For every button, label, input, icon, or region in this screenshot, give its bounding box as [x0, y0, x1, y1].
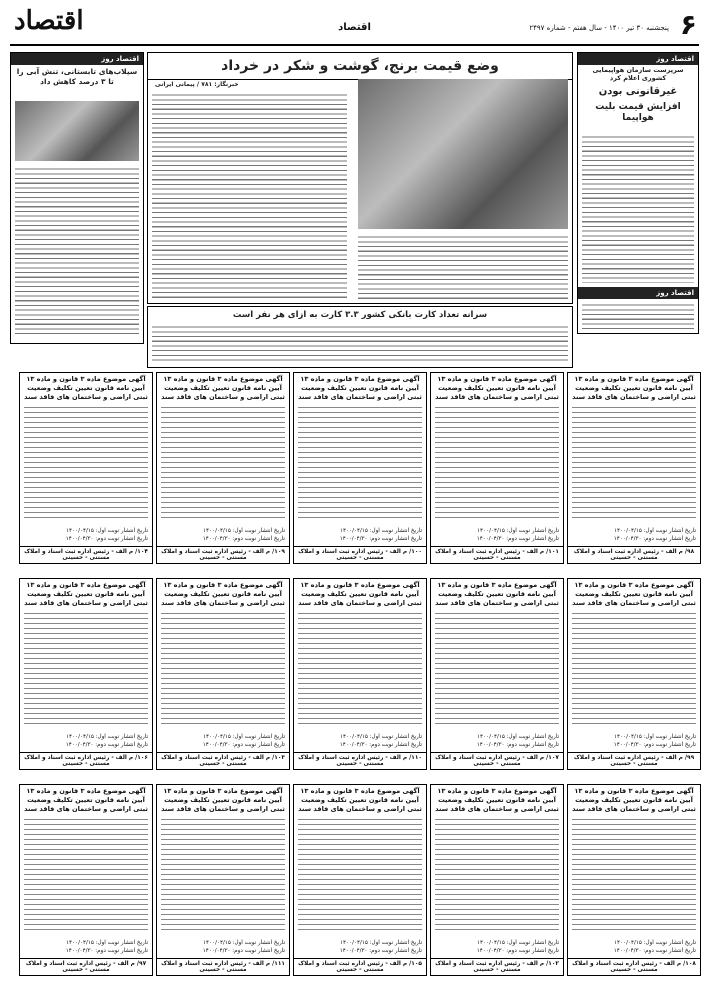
main-headline: وضع قیمت برنج، گوشت و شکر در خرداد	[148, 53, 572, 80]
notice-dates	[298, 734, 422, 749]
main-story	[147, 52, 573, 304]
main-byline: خبرنگار: ۷۸۱ / پیمانی ایرانی	[155, 81, 239, 88]
legal-notice	[293, 578, 427, 770]
notice-date-1: تاریخ انتشار نوبت اول: ۱۴۰۰/۰۴/۱۵	[203, 940, 285, 946]
notice-body	[298, 815, 422, 933]
page-number: ۶	[679, 8, 697, 41]
notice-date-1: تاریخ انتشار نوبت اول: ۱۴۰۰/۰۴/۱۵	[614, 734, 696, 740]
notice-body	[24, 815, 148, 933]
notice-dates	[572, 734, 696, 749]
notice-footer: ۱۱۱/ م الف - رئیس اداره ثبت اسناد و املاک مسننی - حسینی	[157, 958, 289, 973]
notice-dates	[24, 528, 148, 543]
notice-body	[24, 403, 148, 521]
notice-date-1: تاریخ انتشار نوبت اول: ۱۴۰۰/۰۴/۱۵	[203, 528, 285, 534]
bank-card-story	[147, 306, 573, 368]
left-story-headline: سیلاب‌های تابستانی، تنش آبی را تا ۳ درصد کاهش داد	[16, 67, 138, 86]
notice-dates	[298, 940, 422, 955]
notice-dates	[435, 734, 559, 749]
notice-footer: ۱۰۱/ م الف - رئیس اداره ثبت اسناد و املاک مسننی - حسینی	[431, 546, 563, 561]
notice-body	[161, 609, 285, 727]
right-story-headline-2: افزایش قیمت بلیت هواپیما	[595, 102, 681, 124]
notice-date-1: تاریخ انتشار نوبت اول: ۱۴۰۰/۰۴/۱۵	[66, 940, 148, 946]
notice-date-1: تاریخ انتشار نوبت اول: ۱۴۰۰/۰۴/۱۵	[340, 734, 422, 740]
notice-title: آگهی موضوع ماده ۳ قانون و ماده ۱۳ آیین نامه قانون تعیین تکلیف وضعیت ثبتی اراضی و ساختمان های فاقد سند	[435, 375, 559, 401]
notice-date-2: تاریخ انتشار نوبت دوم: ۱۴۰۰/۰۴/۳۰	[476, 535, 559, 542]
notice-footer: ۹۸/ م الف - رئیس اداره ثبت اسناد و املاک مسننی - حسینی	[568, 546, 700, 561]
legal-notice	[156, 784, 290, 976]
notice-footer: ۱۰۴/ م الف - رئیس اداره ثبت اسناد و املاک مسننی - حسینی	[20, 546, 152, 561]
notice-title: آگهی موضوع ماده ۳ قانون و ماده ۱۳ آیین نامه قانون تعیین تکلیف وضعیت ثبتی اراضی و ساختمان های فاقد سند	[24, 787, 148, 813]
notice-dates	[24, 940, 148, 955]
notice-date-1: تاریخ انتشار نوبت اول: ۱۴۰۰/۰۴/۱۵	[614, 528, 696, 534]
notice-date-2: تاریخ انتشار نوبت دوم: ۱۴۰۰/۰۴/۳۰	[65, 947, 148, 954]
section-title: اقتصاد	[338, 22, 371, 33]
notice-date-1: تاریخ انتشار نوبت اول: ۱۴۰۰/۰۴/۱۵	[66, 528, 148, 534]
dateline: پنجشنبه ۳۰ تیر ۱۴۰۰ - سال هفتم - شماره ۲۴۹۷	[529, 24, 669, 32]
market-photo	[358, 79, 568, 229]
notice-body	[24, 609, 148, 727]
notice-title: آگهی موضوع ماده ۳ قانون و ماده ۱۳ آیین نامه قانون تعیین تکلیف وضعیت ثبتی اراضی و ساختمان های فاقد سند	[298, 581, 422, 607]
notice-date-1: تاریخ انتشار نوبت اول: ۱۴۰۰/۰۴/۱۵	[477, 940, 559, 946]
legal-notice	[19, 784, 153, 976]
notice-dates	[24, 734, 148, 749]
notice-body	[572, 815, 696, 933]
notice-date-1: تاریخ انتشار نوبت اول: ۱۴۰۰/۰۴/۱۵	[477, 734, 559, 740]
main-body-right	[358, 233, 568, 299]
notice-footer: ۱۰۵/ م الف - رئیس اداره ثبت اسناد و املاک مسننی - حسینی	[294, 958, 426, 973]
notice-date-2: تاریخ انتشار نوبت دوم: ۱۴۰۰/۰۴/۳۰	[202, 741, 285, 748]
notice-date-2: تاریخ انتشار نوبت دوم: ۱۴۰۰/۰۴/۳۰	[339, 535, 422, 542]
notice-date-2: تاریخ انتشار نوبت دوم: ۱۴۰۰/۰۴/۳۰	[613, 535, 696, 542]
notice-date-2: تاریخ انتشار نوبت دوم: ۱۴۰۰/۰۴/۳۰	[65, 535, 148, 542]
right-story-headline-1: غیرقانونی بودن	[598, 86, 678, 98]
notice-body	[572, 609, 696, 727]
notice-body	[298, 403, 422, 521]
flood-photo	[15, 101, 139, 161]
notice-date-2: تاریخ انتشار نوبت دوم: ۱۴۰۰/۰۴/۳۰	[476, 947, 559, 954]
newspaper-logo: اقتصاد	[14, 6, 84, 36]
notice-footer: ۹۷/ م الف - رئیس اداره ثبت اسناد و املاک مسننی - حسینی	[20, 958, 152, 973]
notice-body	[435, 815, 559, 933]
notice-body	[572, 403, 696, 521]
right-section-label: اقتصاد روز	[578, 287, 698, 299]
notice-dates	[298, 528, 422, 543]
notice-title: آگهی موضوع ماده ۳ قانون و ماده ۱۳ آیین نامه قانون تعیین تکلیف وضعیت ثبتی اراضی و ساختمان های فاقد سند	[572, 581, 696, 607]
right-column-label: اقتصاد روز	[578, 53, 698, 65]
notice-title: آگهی موضوع ماده ۳ قانون و ماده ۱۳ آیین نامه قانون تعیین تکلیف وضعیت ثبتی اراضی و ساختمان های فاقد سند	[572, 375, 696, 401]
notice-date-1: تاریخ انتشار نوبت اول: ۱۴۰۰/۰۴/۱۵	[614, 940, 696, 946]
bank-card-body	[152, 323, 568, 363]
legal-notice	[19, 372, 153, 564]
notice-title: آگهی موضوع ماده ۳ قانون و ماده ۱۳ آیین نامه قانون تعیین تکلیف وضعیت ثبتی اراضی و ساختمان های فاقد سند	[161, 787, 285, 813]
notice-date-2: تاریخ انتشار نوبت دوم: ۱۴۰۰/۰۴/۳۰	[613, 741, 696, 748]
legal-notice	[293, 372, 427, 564]
notice-footer: ۱۱۰/ م الف - رئیس اداره ثبت اسناد و املاک مسننی - حسینی	[294, 752, 426, 767]
legal-notice	[19, 578, 153, 770]
notice-body	[161, 403, 285, 521]
notice-date-1: تاریخ انتشار نوبت اول: ۱۴۰۰/۰۴/۱۵	[66, 734, 148, 740]
notice-body	[298, 609, 422, 727]
notice-date-1: تاریخ انتشار نوبت اول: ۱۴۰۰/۰۴/۱۵	[477, 528, 559, 534]
notice-dates	[161, 940, 285, 955]
legal-notice	[567, 578, 701, 770]
notice-dates	[161, 734, 285, 749]
notice-date-1: تاریخ انتشار نوبت اول: ۱۴۰۰/۰۴/۱۵	[340, 528, 422, 534]
notice-date-2: تاریخ انتشار نوبت دوم: ۱۴۰۰/۰۴/۳۰	[202, 947, 285, 954]
notice-dates	[435, 528, 559, 543]
notice-footer: ۱۰۲/ م الف - رئیس اداره ثبت اسناد و املاک مسننی - حسینی	[431, 958, 563, 973]
legal-notice	[156, 372, 290, 564]
notice-dates	[161, 528, 285, 543]
legal-notice	[430, 372, 564, 564]
notice-footer: ۱۰۰/ م الف - رئیس اداره ثبت اسناد و املاک مسننی - حسینی	[294, 546, 426, 561]
notice-date-2: تاریخ انتشار نوبت دوم: ۱۴۰۰/۰۴/۳۰	[339, 947, 422, 954]
notice-title: آگهی موضوع ماده ۳ قانون و ماده ۱۳ آیین نامه قانون تعیین تکلیف وضعیت ثبتی اراضی و ساختمان های فاقد سند	[572, 787, 696, 813]
notice-footer: ۱۰۸/ م الف - رئیس اداره ثبت اسناد و املاک مسننی - حسینی	[568, 958, 700, 973]
notice-dates	[572, 940, 696, 955]
notice-title: آگهی موضوع ماده ۳ قانون و ماده ۱۳ آیین نامه قانون تعیین تکلیف وضعیت ثبتی اراضی و ساختمان های فاقد سند	[435, 581, 559, 607]
notice-body	[435, 609, 559, 727]
notice-date-2: تاریخ انتشار نوبت دوم: ۱۴۰۰/۰۴/۳۰	[202, 535, 285, 542]
notice-title: آگهی موضوع ماده ۳ قانون و ماده ۱۳ آیین نامه قانون تعیین تکلیف وضعیت ثبتی اراضی و ساختمان های فاقد سند	[435, 787, 559, 813]
legal-notice	[156, 578, 290, 770]
notice-title: آگهی موضوع ماده ۳ قانون و ماده ۱۳ آیین نامه قانون تعیین تکلیف وضعیت ثبتی اراضی و ساختمان های فاقد سند	[298, 787, 422, 813]
notice-date-2: تاریخ انتشار نوبت دوم: ۱۴۰۰/۰۴/۳۰	[339, 741, 422, 748]
legal-notice	[567, 784, 701, 976]
notice-footer: ۱۰۶/ م الف - رئیس اداره ثبت اسناد و املاک مسننی - حسینی	[20, 752, 152, 767]
legal-notice	[430, 578, 564, 770]
main-body-left	[152, 91, 347, 299]
right-story-body-2	[582, 301, 694, 329]
notice-title: آگهی موضوع ماده ۳ قانون و ماده ۱۳ آیین نامه قانون تعیین تکلیف وضعیت ثبتی اراضی و ساختمان های فاقد سند	[24, 581, 148, 607]
left-story	[10, 52, 144, 344]
legal-notice	[293, 784, 427, 976]
right-story-body	[582, 133, 694, 283]
legal-notice	[567, 372, 701, 564]
bank-card-headline: سرانه تعداد کارت بانکی کشور ۳.۳ کارت به ازای هر نفر است	[232, 310, 488, 320]
notice-title: آگهی موضوع ماده ۳ قانون و ماده ۱۳ آیین نامه قانون تعیین تکلیف وضعیت ثبتی اراضی و ساختمان های فاقد سند	[24, 375, 148, 401]
right-story	[577, 52, 699, 334]
notice-footer: ۹۹/ م الف - رئیس اداره ثبت اسناد و املاک مسننی - حسینی	[568, 752, 700, 767]
notice-date-2: تاریخ انتشار نوبت دوم: ۱۴۰۰/۰۴/۳۰	[613, 947, 696, 954]
notice-body	[435, 403, 559, 521]
notice-date-2: تاریخ انتشار نوبت دوم: ۱۴۰۰/۰۴/۳۰	[65, 741, 148, 748]
notice-date-2: تاریخ انتشار نوبت دوم: ۱۴۰۰/۰۴/۳۰	[476, 741, 559, 748]
notice-date-1: تاریخ انتشار نوبت اول: ۱۴۰۰/۰۴/۱۵	[203, 734, 285, 740]
notice-body	[161, 815, 285, 933]
notice-footer: ۱۰۷/ م الف - رئیس اداره ثبت اسناد و املاک مسننی - حسینی	[431, 752, 563, 767]
right-story-kicker: سرپرست سازمان هواپیمایی کشوری اعلام کرد	[592, 66, 684, 82]
notice-footer: ۱۰۹/ م الف - رئیس اداره ثبت اسناد و املاک مسننی - حسینی	[157, 546, 289, 561]
legal-notice	[430, 784, 564, 976]
notice-date-1: تاریخ انتشار نوبت اول: ۱۴۰۰/۰۴/۱۵	[340, 940, 422, 946]
notice-dates	[435, 940, 559, 955]
notice-dates	[572, 528, 696, 543]
notice-title: آگهی موضوع ماده ۳ قانون و ماده ۱۳ آیین نامه قانون تعیین تکلیف وضعیت ثبتی اراضی و ساختمان های فاقد سند	[298, 375, 422, 401]
notice-title: آگهی موضوع ماده ۳ قانون و ماده ۱۳ آیین نامه قانون تعیین تکلیف وضعیت ثبتی اراضی و ساختمان های فاقد سند	[161, 581, 285, 607]
notice-title: آگهی موضوع ماده ۳ قانون و ماده ۱۳ آیین نامه قانون تعیین تکلیف وضعیت ثبتی اراضی و ساختمان های فاقد سند	[161, 375, 285, 401]
left-story-body	[15, 165, 139, 337]
left-column-label: اقتصاد روز	[11, 53, 143, 65]
page-header	[10, 6, 699, 46]
notice-footer: ۱۰۳/ م الف - رئیس اداره ثبت اسناد و املاک مسننی - حسینی	[157, 752, 289, 767]
